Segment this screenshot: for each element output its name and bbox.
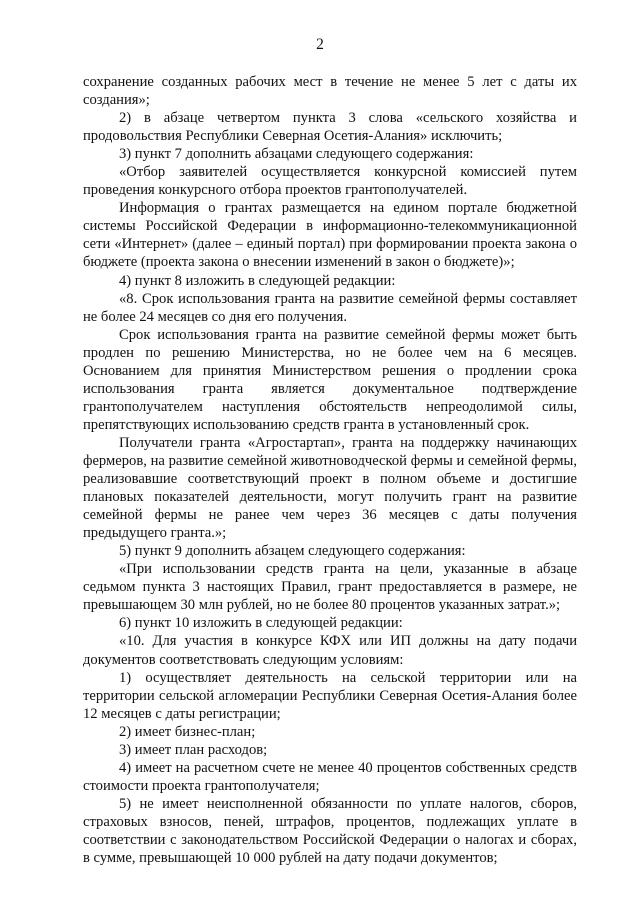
paragraph: 4) имеет на расчетном счете не менее 40 процентов собственных средств стоимости проекта грантополучателя; bbox=[83, 759, 577, 794]
paragraph: «Отбор заявителей осуществляется конкурсной комиссией путем проведения конкурсного отбора проектов грантополучателей. bbox=[83, 164, 577, 199]
paragraph: «10. Для участия в конкурсе КФХ или ИП должны на дату подачи документов соответствовать следующим условиям: bbox=[83, 633, 577, 668]
paragraph: 1) осуществляет деятельность на сельской территории или на территории сельской агломерации Республики Северная Осетия-Алания более 12 месяцев с даты регистрации; bbox=[83, 669, 577, 722]
paragraph: «При использовании средств гранта на цели, указанные в абзаце седьмом пункта 3 настоящих Правил, грант предоставляется в размере, не превышающем 30 млн рублей, но не более 80 процентов указанных затрат.»; bbox=[83, 561, 577, 614]
paragraph: 2) имеет бизнес-план; bbox=[119, 723, 256, 740]
paragraph: 5) пункт 9 дополнить абзацем следующего содержания: bbox=[119, 543, 466, 560]
paragraph: 5) не имеет неисполненной обязанности по уплате налогов, сборов, страховых взносов, пеней, штрафов, процентов, подлежащих уплате в соответствии с законодательством Российской Федерации о налогах и сборах, в сумме, превышающей 10 000 рублей на дату подачи документов; bbox=[83, 795, 577, 867]
document-body bbox=[83, 73, 577, 867]
paragraph: сохранение созданных рабочих мест в течение не менее 5 лет с даты их создания»; bbox=[83, 74, 577, 109]
paragraph: Информация о грантах размещается на едином портале бюджетной системы Российской Федерации в информационно-телекоммуникационной сети «Интернет» (далее – единый портал) при формировании проекта закона о бюджете (проекта закона о внесении изменений в закон о бюджете)»; bbox=[83, 200, 577, 271]
paragraph: 4) пункт 8 изложить в следующей редакции: bbox=[119, 272, 396, 289]
paragraph: 2) в абзаце четвертом пункта 3 слова «сельского хозяйства и продовольствия Республики Северная Осетия-Алания» исключить; bbox=[83, 110, 577, 145]
page-number: 2 bbox=[316, 36, 324, 53]
paragraph: 3) пункт 7 дополнить абзацами следующего содержания: bbox=[119, 146, 474, 163]
paragraph: Получатели гранта «Агростартап», гранта на поддержку начинающих фермеров, на развитие семейной животноводческой фермы и семейной фермы, реализовавшие соответствующий проект в полном объеме и достигшие плановых показателей деятельности, могут получить грант на развитие семейной фермы не ранее чем через 36 месяцев с даты получения предыдущего гранта.»; bbox=[83, 434, 577, 542]
paragraph: «8. Срок использования гранта на развитие семейной фермы составляет не более 24 месяцев со дня его получения. bbox=[83, 290, 577, 325]
paragraph: 6) пункт 10 изложить в следующей редакции: bbox=[119, 615, 403, 632]
paragraph: Срок использования гранта на развитие семейной фермы может быть продлен по решению Министерства, но не более чем на 6 месяцев. Основанием для принятия Министерством решения о продлении срока использования гранта является документальное подтверждение грантополучателем наступления обстоятельств непреодолимой силы, препятствующих использованию средств гранта в установленный срок. bbox=[83, 326, 577, 433]
paragraph: 3) имеет план расходов; bbox=[119, 741, 268, 758]
